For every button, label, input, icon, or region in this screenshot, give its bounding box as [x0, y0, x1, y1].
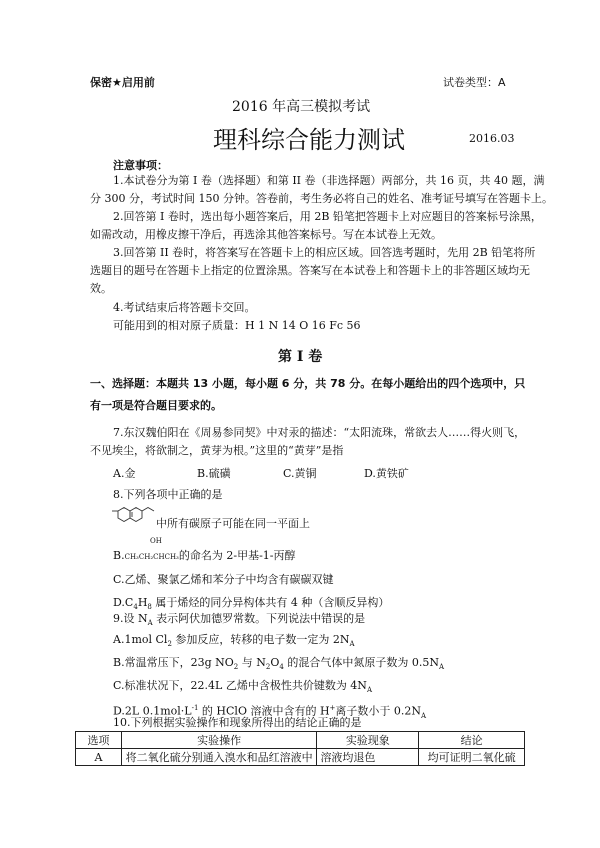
q8-option-a-text: 中所有碳原子可能在同一平面上 — [156, 517, 310, 530]
header-conclusion: 结论 — [419, 732, 525, 749]
table-row — [76, 749, 525, 766]
table-header-row — [76, 732, 525, 749]
exam-date: 2016.03 — [469, 132, 515, 145]
cell-phenomenon: 溶液均退色 — [317, 749, 419, 766]
note-1-line-1: 1.本试卷分为第 I 卷（选择题）和第 II 卷（非选择题）两部分，共 16 页，共 40 题，满 — [113, 174, 545, 187]
cell-conclusion: 均可证明二氧化硫 — [419, 749, 525, 766]
cell-operation: 将二氧化硫分别通入溴水和品红溶液中 — [121, 749, 317, 766]
q9-stem: 9.设 $N_A$ 表示阿伏加德罗常数。下列说法中错误的是 — [113, 612, 366, 628]
q7-option-a: A.金 — [113, 467, 136, 480]
q7-option-b: B.硫磺 — [197, 467, 231, 480]
header-operation: 实验操作 — [121, 732, 317, 749]
section-title: 第 I 卷 — [278, 349, 323, 365]
note-3-line-1: 3.回答第 II 卷时，将答案写在答题卡上的相应区域。回答选考题时，先用 2B 铅笔将所 — [113, 246, 536, 259]
q8-option-b — [113, 548, 296, 565]
notes-heading: 注意事项： — [113, 159, 168, 172]
q8-stem: 8.下列各项中正确的是 — [113, 488, 223, 501]
q8-b-text: 的命名为 2-甲基-1-丙醇 — [178, 549, 296, 562]
note-3-line-3: 效。 — [90, 282, 112, 295]
header-phenomenon: 实验现象 — [317, 732, 419, 749]
q8-option-d: $D.C_4H_8$ 属于烯烃的同分异构体共有 4 种（含顺反异构） — [113, 596, 390, 612]
q9-option-b: B.常温常压下，23g $NO_2$ 与 $N_2O_4$ 的混合气体中氮原子数为 $0.5N_A$ — [113, 656, 445, 672]
note-2-line-1: 2.回答第 I 卷时，选出每小题答案后，用 2B 铅笔把答题卡上对应题目的答案标号涂黑， — [113, 210, 542, 223]
atomic-masses: 可能用到的相对原子质量：H 1 N 14 O 16 Fc 56 — [113, 319, 361, 332]
section-instructions-line-2: 有一项是符合题目要求的。 — [90, 399, 222, 412]
q9-option-a: A.1mol $Cl_2$ 参加反应，转移的电子数一定为 $2N_A$ — [113, 633, 355, 649]
note-4: 4.考试结束后将答题卡交回。 — [113, 301, 256, 314]
q7-option-c: C.黄铜 — [283, 467, 317, 480]
note-1-line-2: 分 300 分，考试时间 150 分钟。答卷前，考生务必将自己的姓名、准考证号填写在答题卡上。 — [90, 192, 553, 205]
section-instructions-line-1: 一、选择题：本题共 13 小题，每小题 6 分，共 78 分。在每小题给出的四个选项中，只 — [90, 377, 526, 390]
q10-stem: 10.下列根据实验操作和现象所得出的结论正确的是 — [113, 716, 362, 729]
paper-type-label: 试卷类型：A — [443, 76, 506, 89]
note-3-line-2: 选题目的题号在答题卡上指定的位置涂黑。答案写在本试卷上和答题卡上的非答题区域均无 — [90, 264, 530, 277]
q7-option-d: D.黄铁矿 — [364, 467, 409, 480]
exam-title: 2016 年高三模拟考试 — [232, 99, 371, 115]
q8-b-formula: CH₃CH₂CHCH₃ — [124, 553, 179, 561]
experiment-table — [75, 731, 525, 766]
confidential-label: 保密★启用前 — [90, 76, 155, 89]
q8-option-c: C.乙烯、聚氯乙烯和苯分子中均含有碳碳双键 — [113, 573, 334, 586]
q8-b-hydroxyl: OH — [150, 537, 162, 545]
q9-option-c: C.标准状况下，22.4L 乙烯中含极性共价键数为 $4N_A$ — [113, 679, 372, 695]
subject-title: 理科综合能力测试 — [213, 126, 405, 154]
header-option: 选项 — [76, 732, 122, 749]
q7-stem-line-2: 不见埃尘，将欲制之，黄芽为根。”这里的“黄芽”是指 — [90, 444, 344, 457]
q8-b-prefix: B. — [113, 549, 125, 562]
cell-option: A — [76, 749, 122, 766]
note-2-line-2: 如需改动，用橡皮擦干净后，再选涂其他答案标号。写在本试卷上无效。 — [90, 228, 442, 241]
q7-stem-line-1: 7.东汉魏伯阳在《周易参同契》中对汞的描述：“太阳流珠，常欲去人……得火则飞， — [113, 426, 526, 439]
q9-option-d: D.2L $0.1mol\cdot L^{-1}$ 的 HClO 溶液中含有的 H+离子数小于 $0.2N_A$ — [113, 704, 427, 720]
